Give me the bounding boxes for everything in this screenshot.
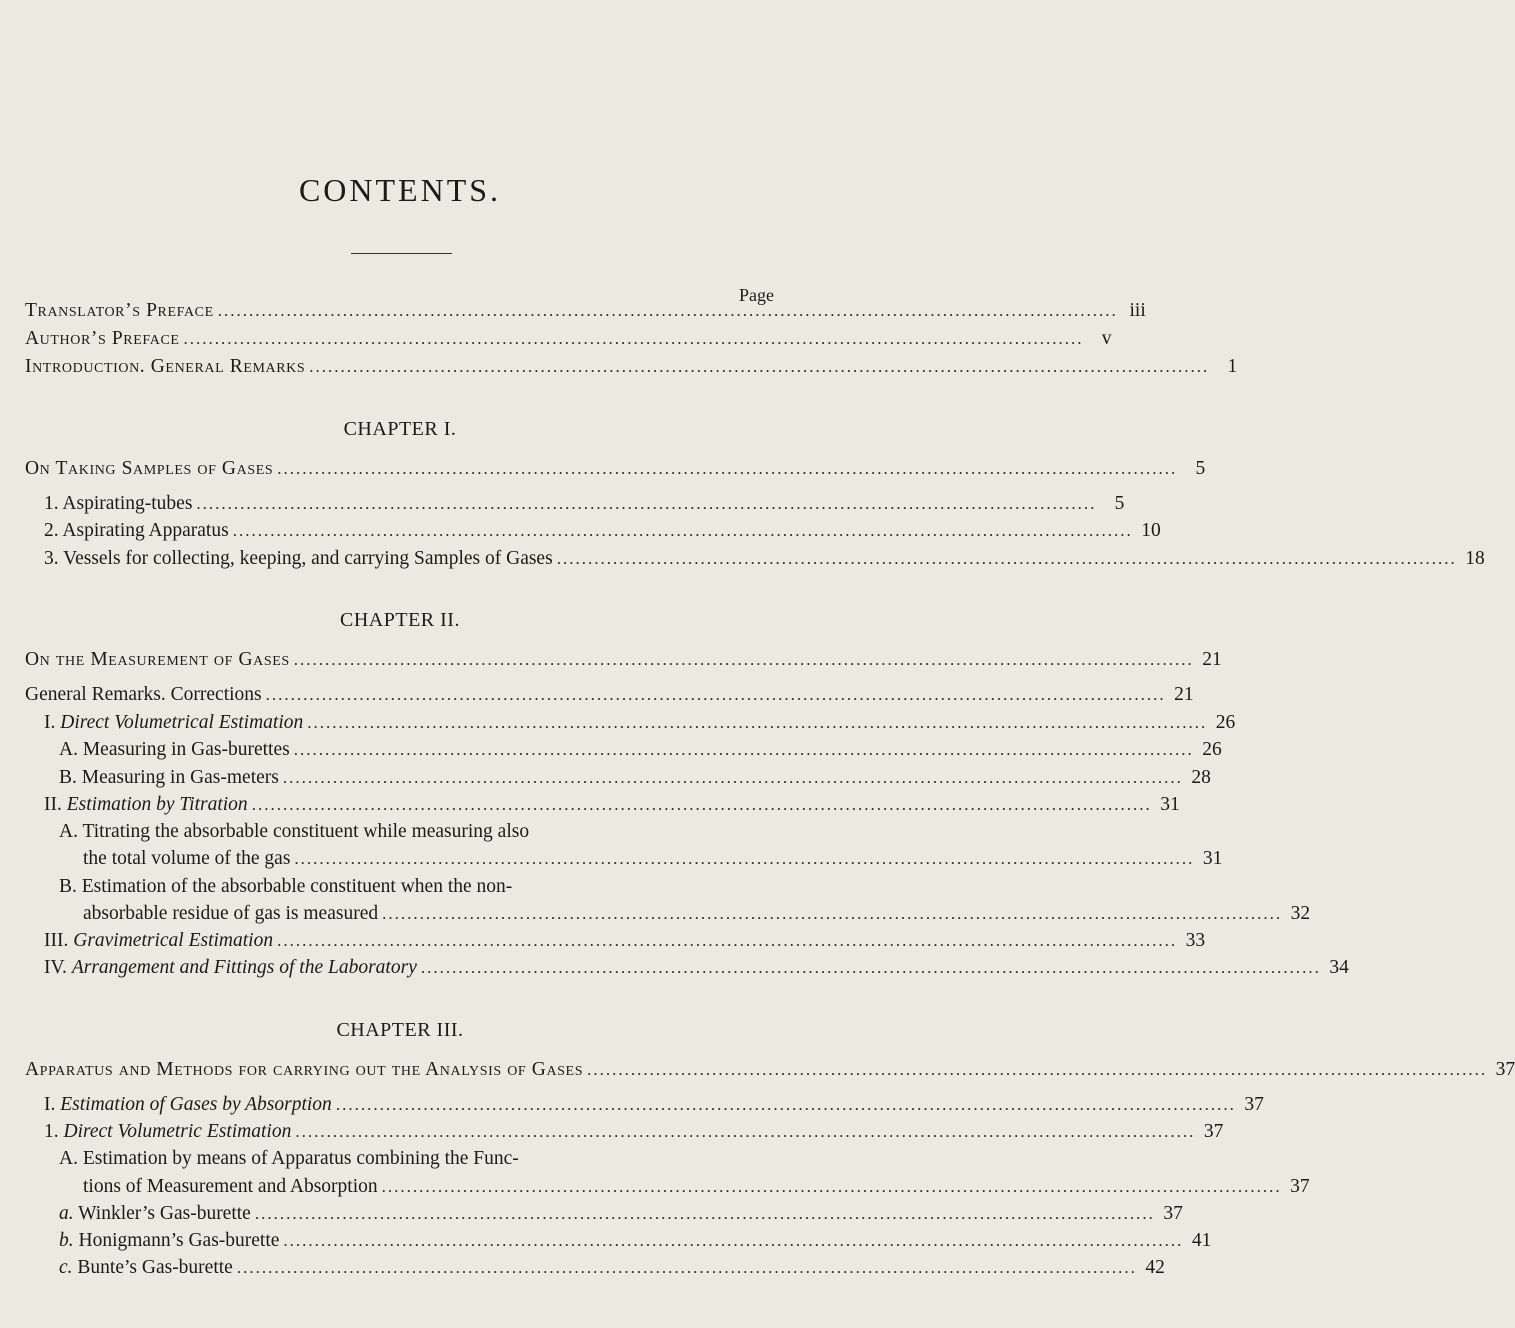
- entry-page: 37: [1244, 1094, 1264, 1115]
- dot-leader: ................................................................................................................................................: [217, 301, 1118, 320]
- entry-label: B. Measuring in Gas-meters: [59, 767, 279, 788]
- entry-page: 41: [1191, 1230, 1212, 1251]
- entry-page: 28: [1191, 767, 1211, 788]
- entry-label: Winkler’s Gas-burette: [78, 1203, 251, 1224]
- entry-label: Gravimetrical Estimation: [73, 930, 274, 951]
- dot-leader: ................................................................................................................................................: [196, 494, 1097, 513]
- toc-entry-estimation-line1: B. Estimation of the absorbable constituent when the non-: [59, 876, 513, 897]
- entry-page: 21: [1202, 649, 1222, 670]
- dot-leader: ................................................................................................................................................: [254, 1204, 1155, 1223]
- dot-leader: ................................................................................................................................................: [294, 849, 1195, 868]
- dot-leader: ................................................................................................................................................: [587, 1060, 1488, 1079]
- entry-page: 32: [1290, 903, 1311, 924]
- entry-label: Author’s Preface: [25, 328, 180, 349]
- entry-label: General Remarks. Corrections: [25, 684, 262, 705]
- dot-leader: ................................................................................................................................................: [335, 1095, 1236, 1114]
- dot-leader: ................................................................................................................................................: [232, 521, 1133, 540]
- entry-page: 5: [1195, 458, 1206, 479]
- entry-label: A. Measuring in Gas-burettes: [59, 739, 290, 760]
- dot-leader: ................................................................................................................................................: [381, 1177, 1282, 1196]
- toc-entry-combining-line1: A. Estimation by means of Apparatus combining the Func-: [59, 1148, 519, 1169]
- section-number: III.: [44, 930, 69, 951]
- entry-page: 18: [1465, 548, 1485, 569]
- section-number: II.: [44, 794, 62, 815]
- dot-leader: ................................................................................................................................................: [251, 795, 1152, 814]
- dot-leader: ................................................................................................................................................: [293, 740, 1194, 759]
- entry-label: 1. Aspirating-tubes: [44, 493, 193, 514]
- dot-leader: ................................................................................................................................................: [282, 768, 1183, 787]
- entry-label: On Taking Samples of Gases: [25, 458, 274, 479]
- entry-page: 37: [1495, 1059, 1515, 1080]
- dot-leader: ................................................................................................................................................: [309, 357, 1210, 376]
- dot-leader: ................................................................................................................................................: [420, 958, 1321, 977]
- section-number: I.: [44, 712, 56, 733]
- dot-leader: ................................................................................................................................................: [283, 1231, 1184, 1250]
- item-letter: b.: [59, 1230, 74, 1251]
- entry-page: 42: [1145, 1257, 1165, 1278]
- dot-leader: ................................................................................................................................................: [183, 329, 1084, 348]
- entry-label: the total volume of the gas: [83, 848, 291, 869]
- entry-page: 21: [1174, 684, 1194, 705]
- entry-page: 26: [1202, 739, 1222, 760]
- dot-leader: ................................................................................................................................................: [295, 1122, 1196, 1141]
- entry-page: 5: [1114, 493, 1125, 514]
- entry-page: 1: [1227, 356, 1238, 377]
- chapter-heading: CHAPTER I.: [343, 418, 457, 440]
- entry-page: 10: [1141, 520, 1161, 541]
- entry-page: 34: [1329, 957, 1349, 978]
- section-number: I.: [44, 1094, 56, 1115]
- entry-label: Introduction. General Remarks: [25, 356, 306, 377]
- chapter-heading: CHAPTER III.: [336, 1019, 464, 1041]
- dot-leader: ................................................................................................................................................: [307, 713, 1208, 732]
- page-column-header: Page: [739, 285, 774, 305]
- entry-label: Direct Volumetric Estimation: [63, 1121, 292, 1142]
- entry-page: 37: [1163, 1203, 1183, 1224]
- chapter-heading: CHAPTER II.: [340, 609, 460, 631]
- entry-label: Bunte’s Gas-burette: [77, 1257, 233, 1278]
- toc-entry-titrating-line1: A. Titrating the absorbable constituent while measuring also: [59, 821, 530, 842]
- entry-label: tions of Measurement and Absorption: [83, 1176, 378, 1197]
- entry-label: Estimation of Gases by Absorption: [60, 1094, 332, 1115]
- dot-leader: ................................................................................................................................................: [293, 650, 1194, 669]
- entry-label: Arrangement and Fittings of the Laboratory: [71, 957, 417, 978]
- dot-leader: ................................................................................................................................................: [265, 685, 1166, 704]
- entry-page: v: [1101, 328, 1112, 349]
- entry-page: 37: [1203, 1121, 1224, 1142]
- section-number: IV.: [44, 957, 67, 978]
- section-number: 1.: [44, 1121, 59, 1142]
- dot-leader: ................................................................................................................................................: [277, 459, 1178, 478]
- entry-label: On the Measurement of Gases: [25, 649, 290, 670]
- entry-label: absorbable residue of gas is measured: [83, 903, 379, 924]
- entry-label: Direct Volumetrical Estimation: [60, 712, 304, 733]
- entry-label: 2. Aspirating Apparatus: [44, 520, 229, 541]
- page-title: CONTENTS.: [298, 172, 502, 208]
- entry-page: 31: [1202, 848, 1223, 869]
- entry-page: iii: [1129, 300, 1146, 321]
- entry-label: 3. Vessels for collecting, keeping, and carrying Samples of Gases: [44, 548, 553, 569]
- entry-page: 26: [1215, 712, 1236, 733]
- dot-leader: ................................................................................................................................................: [236, 1258, 1137, 1277]
- entry-label: Apparatus and Methods for carrying out the Analysis of Gases: [25, 1059, 584, 1080]
- entry-label: Translator’s Preface: [25, 300, 214, 321]
- entry-label: Honigmann’s Gas-burette: [78, 1230, 280, 1251]
- entry-page: 37: [1290, 1176, 1310, 1197]
- dot-leader: ................................................................................................................................................: [277, 931, 1178, 950]
- title-rule: [351, 253, 452, 254]
- entry-page: 33: [1185, 930, 1206, 951]
- entry-label: Estimation by Titration: [66, 794, 248, 815]
- dot-leader: ................................................................................................................................................: [382, 904, 1283, 923]
- entry-page: 31: [1160, 794, 1180, 815]
- dot-leader: ................................................................................................................................................: [556, 549, 1457, 568]
- item-letter: a.: [59, 1203, 74, 1224]
- item-letter: c.: [59, 1257, 73, 1278]
